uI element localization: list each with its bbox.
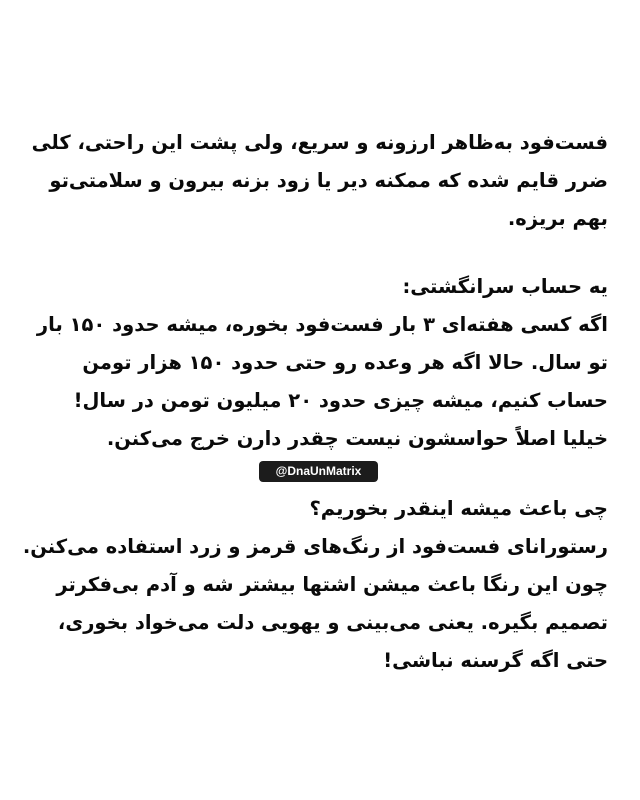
text-line: تصمیم بگیره. یعنی می‌بینی و یهویی دلت می‌خواد بخوری، xyxy=(57,611,608,634)
text-line: ضرر قایم شده که ممکنه دیر یا زود بزنه بیرون و سلامتی‌تو xyxy=(49,169,608,192)
paragraph-intro xyxy=(31,124,608,238)
paragraph-reasons xyxy=(22,490,608,680)
text-line: اگه کسی هفته‌ای ۳ بار فست‌فود بخوره، میشه حدود ۱۵۰ بار xyxy=(36,313,608,336)
text-line: خیلیا اصلاً حواسشون نیست چقدر دارن خرج می‌کنن. xyxy=(106,427,608,450)
text-line: حتی اگه گرسنه نباشی! xyxy=(383,649,608,672)
text-line: چون این رنگا باعث میشن اشتها بیشتر شه و آدم بی‌فکرتر xyxy=(56,573,608,596)
text-line: بهم بریزه. xyxy=(507,207,608,230)
watermark-badge: @DnaUnMatrix xyxy=(259,461,378,482)
text-line: چی باعث میشه اینقدر بخوریم؟ xyxy=(309,497,608,520)
text-line: رستورانای فست‌فود از رنگ‌های قرمز و زرد استفاده می‌کنن. xyxy=(22,535,608,558)
text-line: حساب کنیم، میشه چیزی حدود ۲۰ میلیون تومن در سال! xyxy=(73,389,608,412)
paragraph-calculation xyxy=(36,268,608,458)
text-line: فست‌فود به‌ظاهر ارزونه و سریع، ولی پشت این راحتی، کلی xyxy=(31,131,608,154)
text-line: تو سال. حالا اگه هر وعده رو حتی حدود ۱۵۰ هزار تومن xyxy=(82,351,608,374)
text-line: یه حساب سرانگشتی: xyxy=(402,275,608,298)
